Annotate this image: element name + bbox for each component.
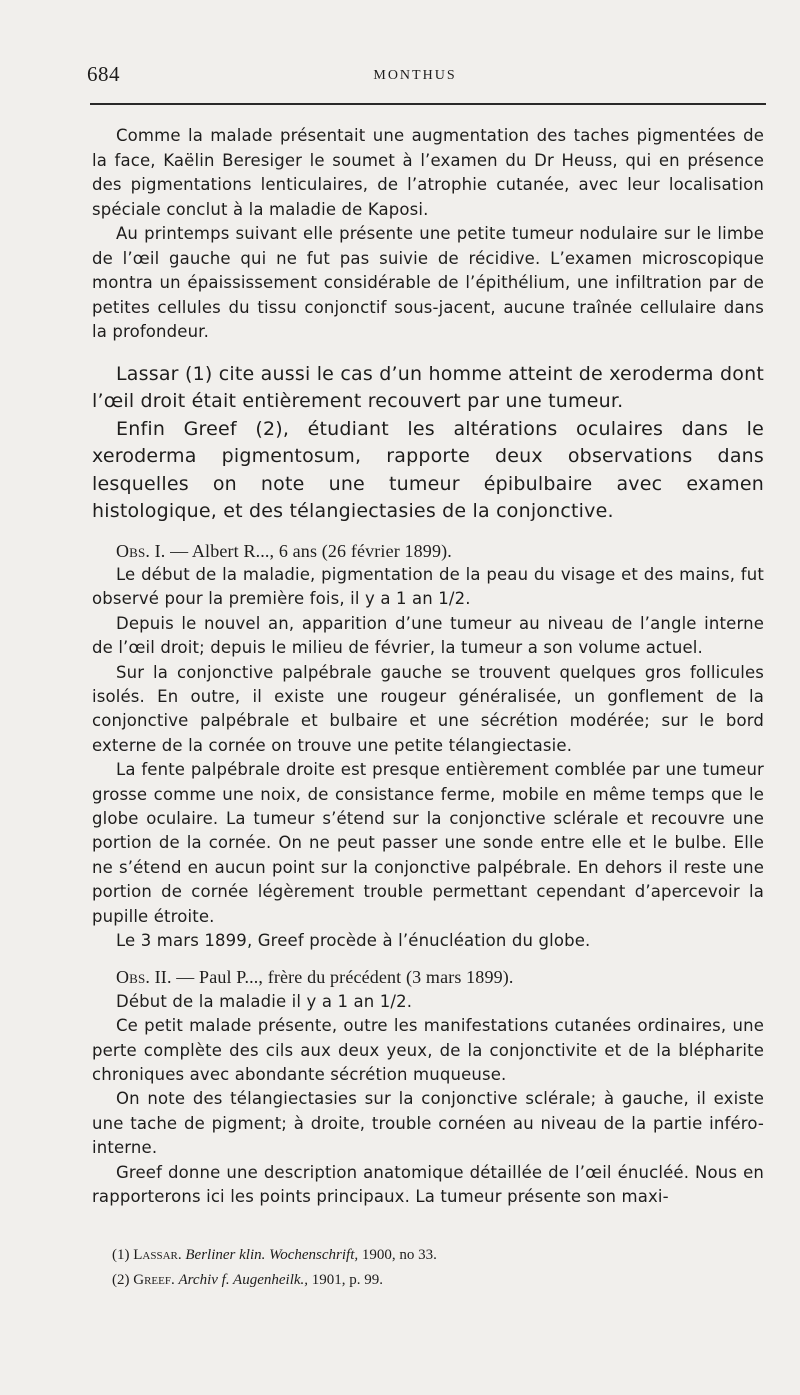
- paragraph: Ce petit malade présente, outre les manifestations cutanées ordinaires, une perte complète des cils aux deux yeux, de la conjonctivite et de la blépharite chroniques avec abondante sécrétion muqueuse.: [92, 1016, 764, 1085]
- footnote-number: (1): [112, 1247, 130, 1263]
- footnote-details: 1900, no 33.: [358, 1247, 437, 1263]
- observation-heading: [92, 965, 764, 989]
- paragraph: Comme la malade présentait une augmentation des taches pigmentées de la face, Kaëlin Beresiger le soumet à l’examen du Dr Heuss, qui en présence des pigmentations lenticulaires, de l’atrophie cutanée, avec leur localisation spéciale conclut à la maladie de Kaposi.: [92, 126, 764, 219]
- kaposi-case-block: [92, 124, 764, 345]
- paragraph: Au printemps suivant elle présente une petite tumeur nodulaire sur le limbe de l’œil gauche qui ne fut pas suivie de récidive. L’examen microscopique montra un épaississement considérable de l’épithélium, une infiltration par de petites cellules du tissu conjonctif sous-jacent, aucune traînée cellulaire dans la profondeur.: [92, 224, 764, 341]
- paragraph: On note des télangiectasies sur la conjonctive sclérale; à gauche, il existe une tache de pigment; à droite, trouble cornéen au niveau de la partie inféro-interne.: [92, 1089, 764, 1158]
- footnote-details: 1901, p. 99.: [308, 1272, 384, 1288]
- observation-2: [92, 965, 764, 1209]
- page-number: 684: [87, 62, 120, 86]
- literature-block: [92, 361, 764, 526]
- running-head: MONTHUS: [373, 68, 457, 83]
- footnote: [112, 1268, 437, 1293]
- paragraph: Greef donne une description anatomique détaillée de l’œil énucléé. Nous en rapporterons ici les points principaux. La tumeur présente son maxi-: [92, 1162, 764, 1207]
- footnote-number: (2): [112, 1272, 130, 1288]
- paragraph: Le début de la maladie, pigmentation de la peau du visage et des mains, fut observé pour la première fois, il y a 1 an 1/2.: [92, 564, 764, 609]
- observation-label: Obs. I.: [116, 540, 166, 561]
- observation-title: — Albert R..., 6 ans (26 février 1899).: [165, 540, 452, 561]
- paragraph: Enfin Greef (2), étudiant les altérations oculaires dans le xeroderma pigmentosum, rapporte deux observations dans lesquelles on note une tumeur épibulbaire avec examen histologique, et des télangiectasies de la conjonctive.: [92, 417, 764, 522]
- body-text: [92, 124, 764, 1209]
- observation-heading: [92, 539, 764, 563]
- footnote-author: Lassar.: [133, 1247, 182, 1263]
- footnotes: [112, 1243, 437, 1293]
- paragraph: Lassar (1) cite aussi le cas d’un homme atteint de xeroderma dont l’œil droit était entièrement recouvert par une tumeur.: [92, 362, 764, 412]
- footnote-journal: Archiv f. Augenheilk.,: [178, 1272, 309, 1288]
- paragraph: Début de la maladie il y a 1 an 1/2.: [116, 991, 413, 1011]
- footnote-journal: Berliner klin. Wochenschrift,: [185, 1247, 359, 1263]
- observation-title: — Paul P..., frère du précédent (3 mars 1899).: [171, 967, 514, 988]
- paragraph: Sur la conjonctive palpébrale gauche se trouvent quelques gros follicules isolés. En outre, il existe une rougeur généralisée, un gonflement de la conjonctive palpébrale et bulbaire et une sécrétion modérée; sur le bord externe de la cornée on trouve une petite télangiectasie.: [92, 662, 764, 755]
- paragraph: Depuis le nouvel an, apparition d’une tumeur au niveau de l’angle interne de l’œil droit; depuis le milieu de février, la tumeur a son volume actuel.: [92, 613, 764, 658]
- footnote: [112, 1243, 437, 1268]
- paragraph: La fente palpébrale droite est presque entièrement comblée par une tumeur grosse comme une noix, de consistance ferme, mobile en même temps que le globe oculaire. La tumeur s’étend sur la conjonctive sclérale et recouvre une portion de la cornée. On ne peut passer une sonde entre elle et le bulbe. Elle ne s’étend en aucun point sur la conjonctive palpébrale. En dehors il reste une portion de cornée légèrement trouble permettant cependant d’apercevoir la pupille étroite.: [92, 760, 764, 926]
- observation-1: [92, 539, 764, 954]
- header-rule: [90, 103, 766, 105]
- observation-label: Obs. II.: [116, 967, 172, 988]
- paragraph: Le 3 mars 1899, Greef procède à l’énucléation du globe.: [116, 931, 591, 950]
- footnote-author: Greef.: [133, 1272, 175, 1288]
